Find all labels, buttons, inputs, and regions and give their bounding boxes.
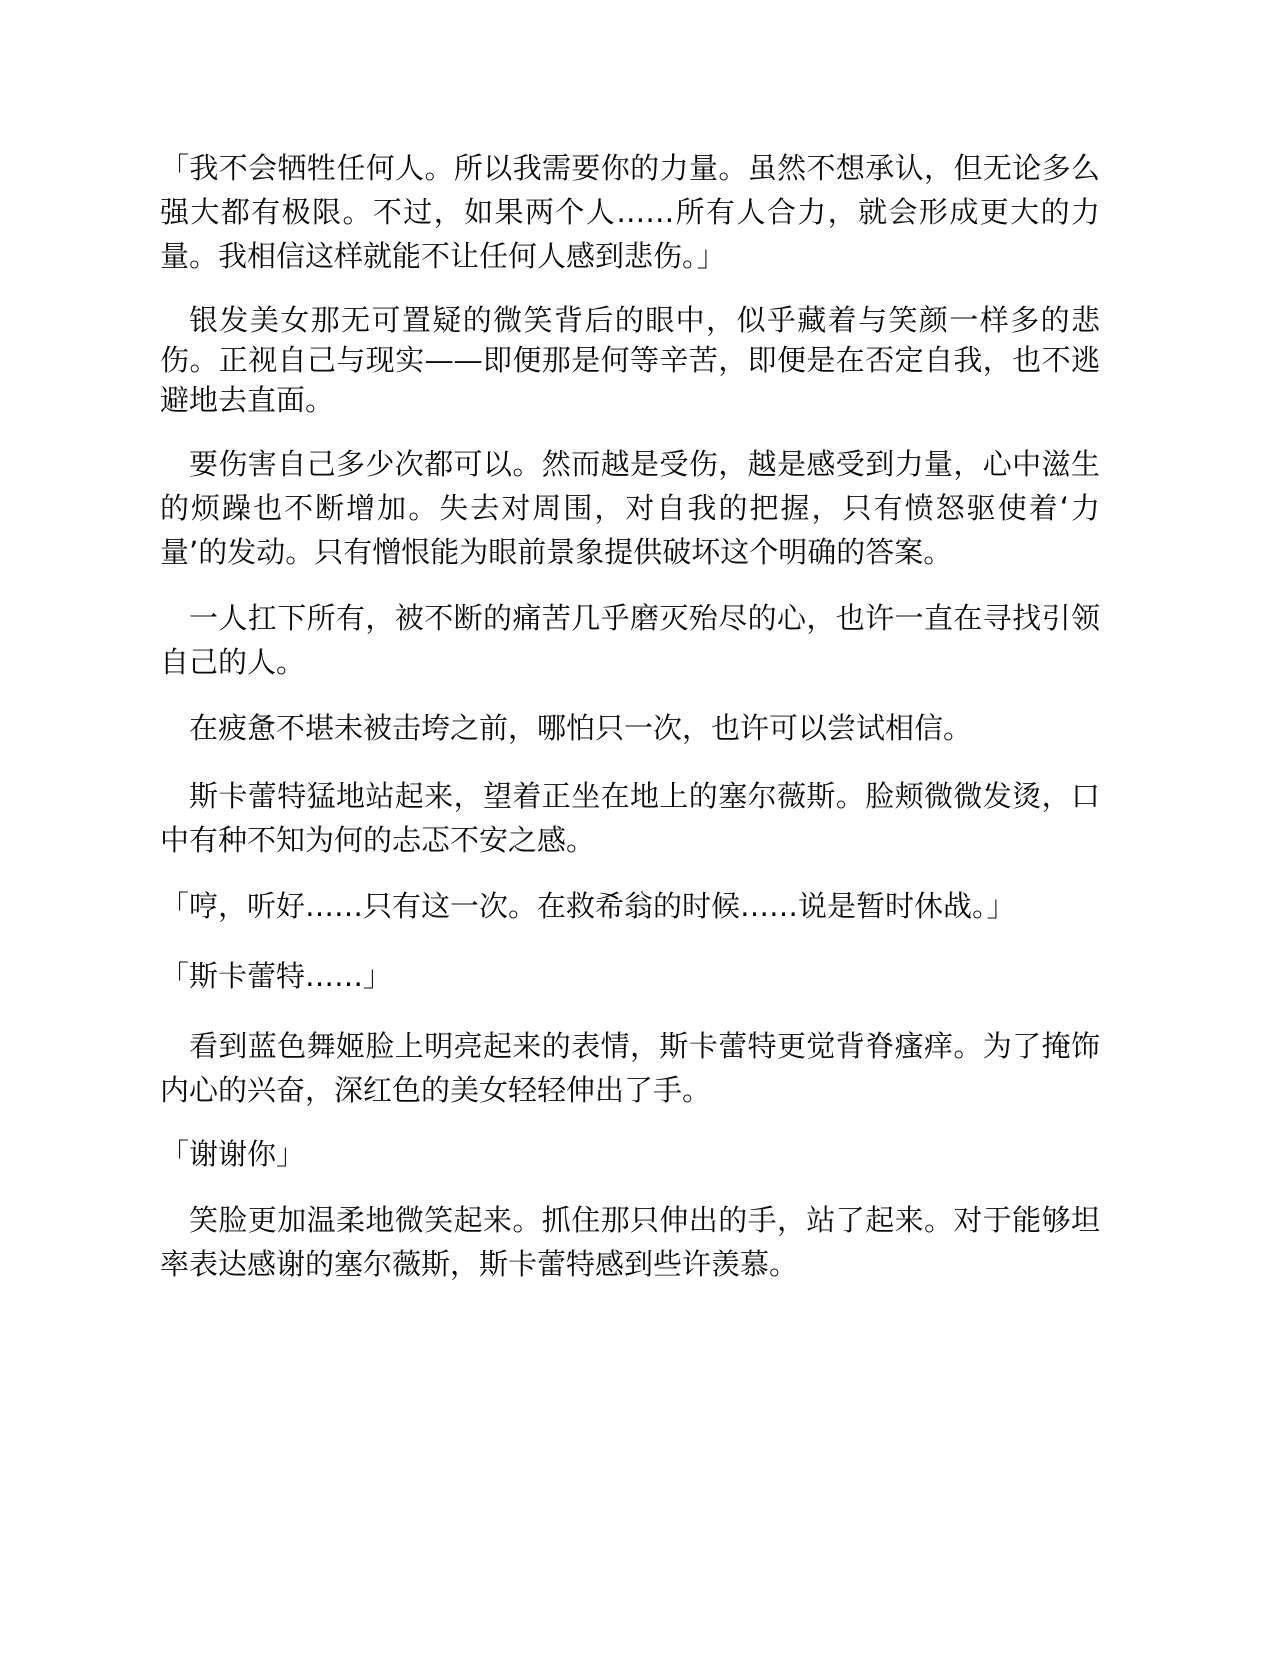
paragraph-11: 笑脸更加温柔地微笑起来。抓住那只伸出的手，站了起来。对于能够坦率表达感谢的塞尔薇斯，斯卡蕾特感到些许羡慕。 — [160, 1203, 1100, 1281]
paragraph-10: 「谢谢你」 — [160, 1137, 306, 1171]
paragraph-9: 看到蓝色舞姬脸上明亮起来的表情，斯卡蕾特更觉背脊瘙痒。为了掩饰内心的兴奋，深红色的美女轻轻伸出了手。 — [160, 1029, 1100, 1107]
paragraph-1: 「我不会牺牲任何人。所以我需要你的力量。虽然不想承认，但无论多么强大都有极限。不过，如果两个人……所有人合力，就会形成更大的力量。我相信这样就能不让任何人感到悲伤。」 — [160, 151, 1100, 273]
paragraph-8: 「斯卡蕾特……」 — [160, 959, 393, 993]
paragraph-7: 「哼，听好……只有这一次。在救希翁的时候……说是暂时休战。」 — [160, 889, 1016, 923]
paragraph-2: 银发美女那无可置疑的微笑背后的眼中，似乎藏着与笑颜一样多的悲伤。正视自己与现实——即便那是何等辛苦，即便是在否定自我，也不逃避地去直面。 — [160, 303, 1100, 417]
paragraph-4: 一人扛下所有，被不断的痛苦几乎磨灭殆尽的心，也许一直在寻找引领自己的人。 — [160, 601, 1100, 679]
paragraph-6: 斯卡蕾特猛地站起来，望着正坐在地上的塞尔薇斯。脸颊微微发烫，口中有种不知为何的忐忑不安之感。 — [160, 779, 1100, 857]
body-text — [160, 146, 1100, 1286]
paragraph-5: 在疲惫不堪未被击垮之前，哪怕只一次，也许可以尝试相信。 — [189, 711, 973, 745]
paragraph-3: 要伤害自己多少次都可以。然而越是受伤，越是感受到力量，心中滋生的烦躁也不断增加。失去对周围，对自我的把握，只有愤怒驱使着‘力量’的发动。只有憎恨能为眼前景象提供破坏这个明确的答案。 — [160, 447, 1100, 569]
